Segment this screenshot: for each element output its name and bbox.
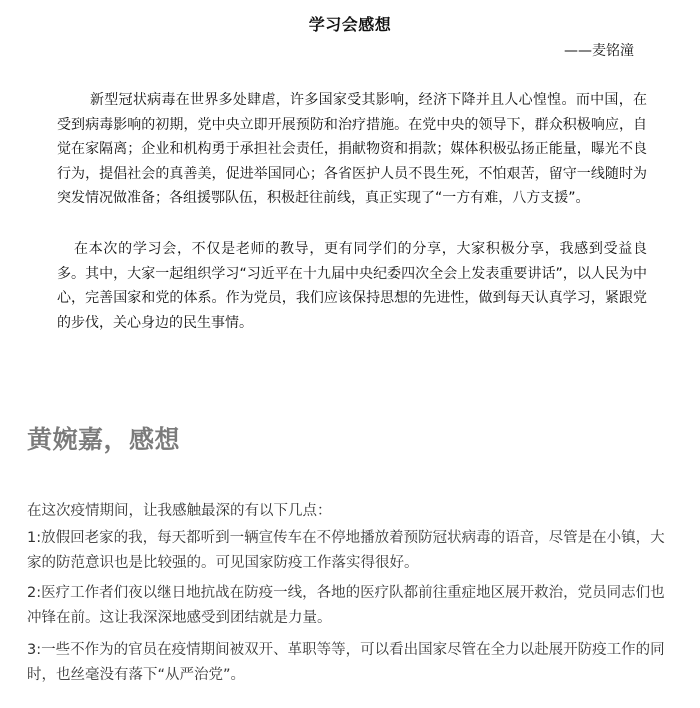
body-paragraph: 在本次的学习会，不仅是老师的教导，更有同学们的分享，大家积极分享，我感到受益良多。其中，大家一起组织学习“习近平在十九届中央纪委四次全会上发表重要讲话”，以人民为中心，完善国家和党的体系。作为党员，我们应该保持思想的先进性，做到每天认真学习，紧跟党的步伐，关心身边的民生事情。 <box>57 241 647 331</box>
list-item: 2:医疗工作者们夜以继日地抗战在防疫一线，各地的医疗队都前往重症地区展开救治，党员同志们也冲锋在前。这让我深深地感受到团结就是力量。 <box>27 585 665 626</box>
body-paragraph: 新型冠状病毒在世界多处肆虐，许多国家受其影响，经济下降并且人心惶惶。而中国，在受到病毒影响的初期，党中央立即开展预防和治疗措施。在党中央的领导下，群众积极响应，自觉在家隔离；企业和机构勇于承担社会责任，捐献物资和捐款；媒体积极弘扬正能量，曝光不良行为，提倡社会的真善美，促进举国同心；各省医护人员不畏生死，不怕艰苦，留守一线随时为突发情况做准备；各组援鄂队伍，积极赶往前线，真正实现了“一方有难，八方支援”。 <box>57 92 647 206</box>
list-item: 3:一些不作为的官员在疫情期间被双开、革职等等，可以看出国家尽管在全力以赴展开防疫工作的同时，也丝毫没有落下“从严治党”。 <box>27 642 665 683</box>
section-intro: 在这次疫情期间，让我感触最深的有以下几点： <box>27 503 332 519</box>
section-heading: 黄婉嘉，感想 <box>27 425 181 454</box>
author-signature: ——麦铭潼 <box>564 43 634 59</box>
document-title: 学习会感想 <box>308 15 392 34</box>
list-item: 1:放假回老家的我，每天都听到一辆宣传车在不停地播放着预防冠状病毒的语音，尽管是在小镇，大家的防范意识也是比较强的。可见国家防疫工作落实得很好。 <box>27 530 665 571</box>
